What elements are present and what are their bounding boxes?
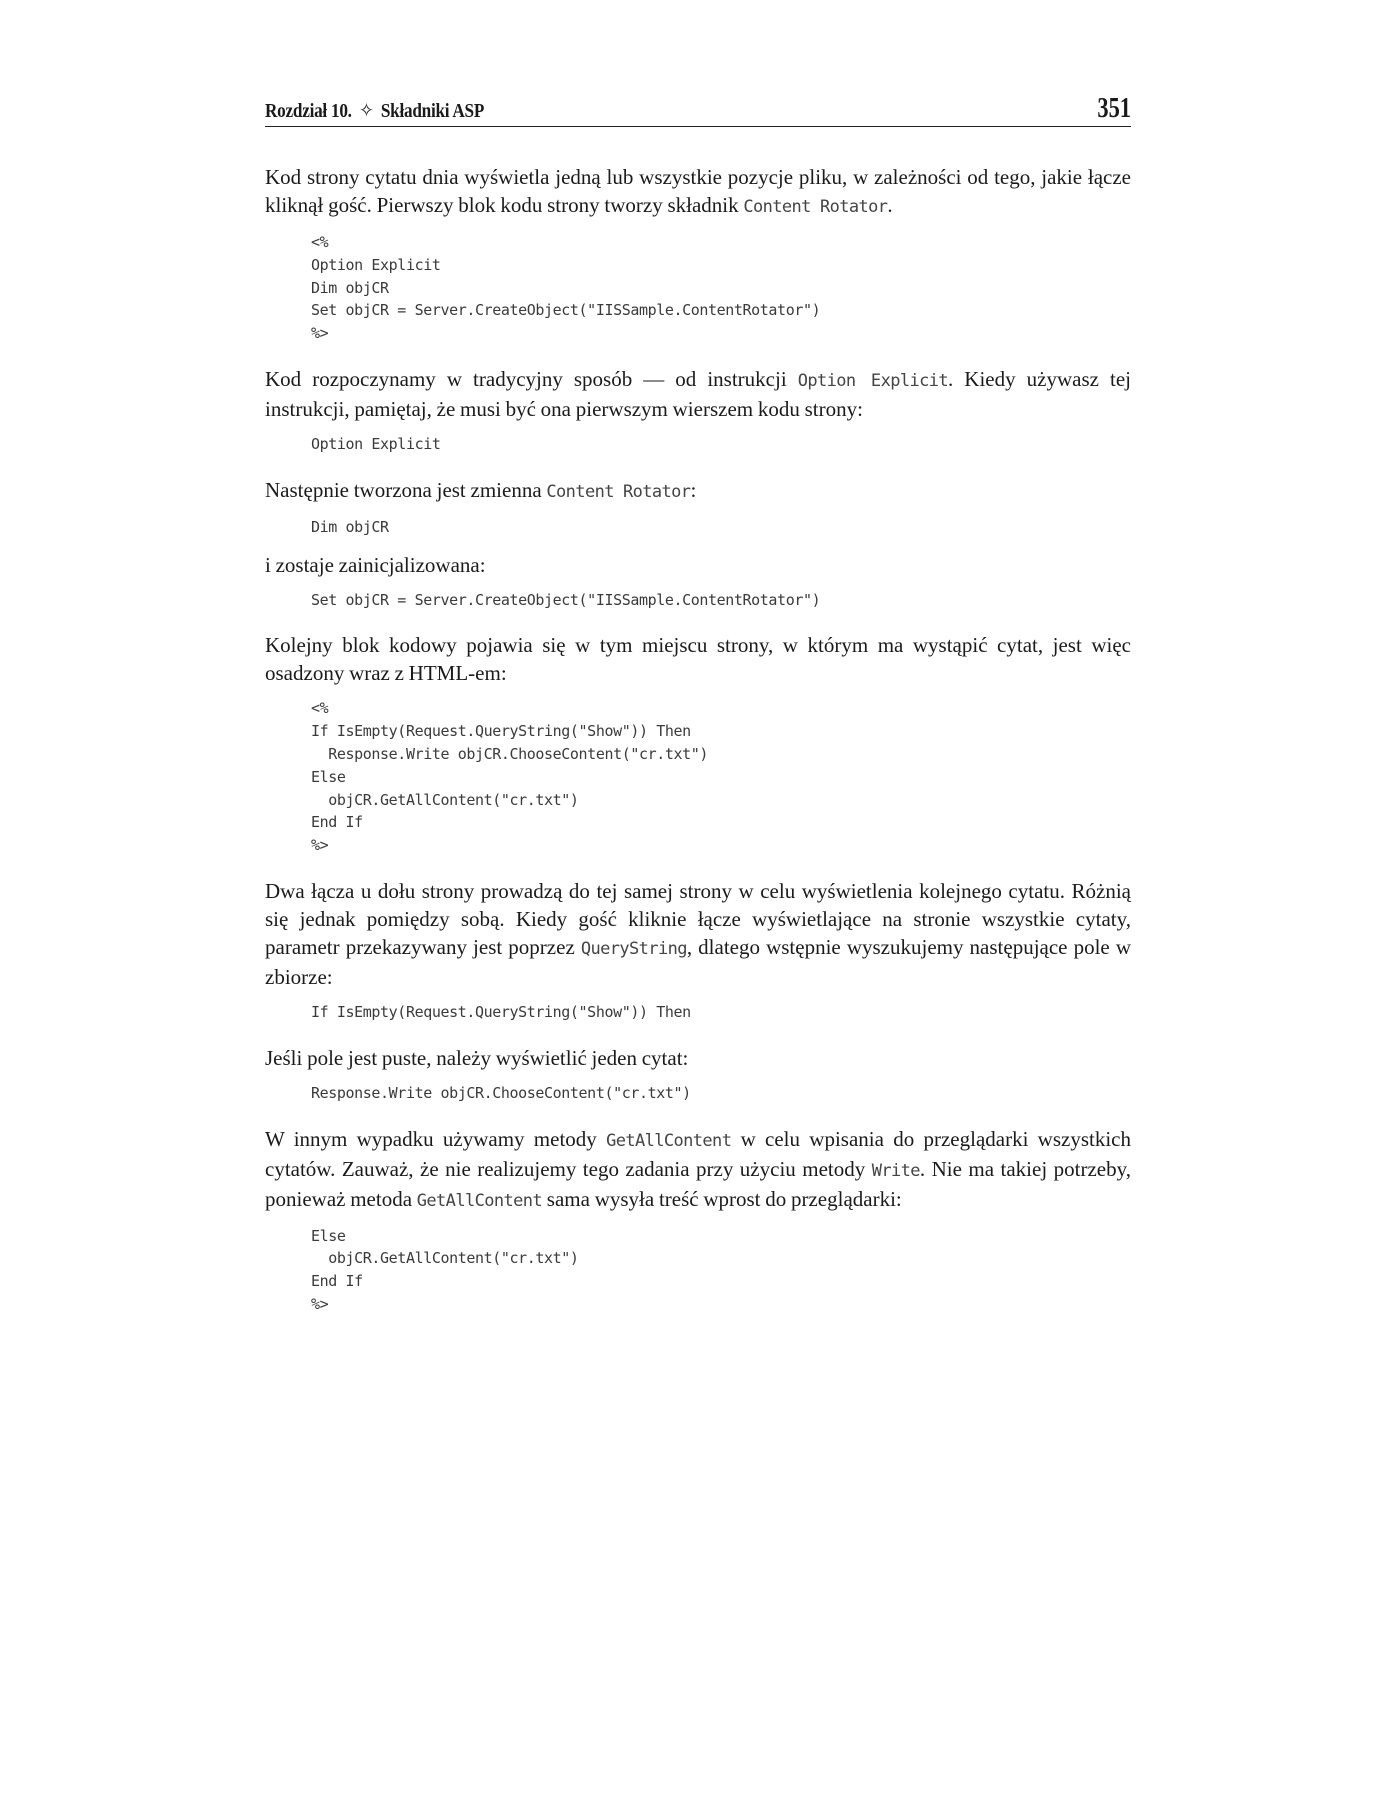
code-block-8: Else objCR.GetAllContent("cr.txt") End If %> <box>311 1226 579 1313</box>
separator-icon: ✧ <box>359 100 374 122</box>
code-block-1: <% Option Explicit Dim objCR Set objCR = Server.CreateObject("IISSample.ContentRotator") %> <box>311 233 821 343</box>
code-block-2: Option Explicit <box>311 434 441 453</box>
paragraph-2: Kod rozpoczynamy w tradycyjny sposób — od instrukcji Option Explicit. Kiedy używasz tej instrukcji, pamiętaj, że musi być ona pierwszym wierszem kodu strony: <box>265 366 1131 421</box>
inline-code: Content Rotator <box>743 197 888 217</box>
code-block-5: <% If IsEmpty(Request.QueryString("Show")) Then Response.Write objCR.ChooseContent("cr.txt") Else objCR.GetAllContent("cr.txt") End If %> <box>311 699 709 855</box>
inline-code: GetAllContent <box>416 1190 543 1211</box>
inline-code: Write <box>871 1160 920 1181</box>
code-block-3: Dim objCR <box>311 517 389 536</box>
paragraph-8: W innym wypadku używamy metody GetAllContent w celu wpisania do przeglądarki wszystkich cytatów. Zauważ, że nie realizujemy tego zadania przy użyciu metody Write. Nie ma takiej potrzeby, ponieważ metoda GetAllContent sama wysyła treść wprost do przeglądarki: <box>265 1126 1131 1211</box>
running-header <box>265 93 1131 127</box>
inline-code: QueryString <box>580 938 687 959</box>
paragraph-6: Dwa łącza u dołu strony prowadzą do tej samej strony w celu wyświetlenia kolejnego cytatu. Różnią się jednak pomiędzy sobą. Kiedy gość kliknie łącze wyświetlające na stronie wszystkie cytaty, parametr przekazywany jest poprzez QueryString, dlatego wstępnie wyszukujemy następujące pole w zbiorze: <box>265 878 1132 989</box>
paragraph-4: i zostaje zainicjalizowana: <box>265 552 486 577</box>
inline-code: Option Explicit <box>797 370 949 391</box>
code-block-4: Set objCR = Server.CreateObject("IISSample.ContentRotator") <box>311 590 821 609</box>
inline-code: GetAllContent <box>606 1130 732 1151</box>
inline-code: Content Rotator <box>546 481 691 502</box>
paragraph-7: Jeśli pole jest puste, należy wyświetlić jeden cytat: <box>265 1045 689 1070</box>
page-number: 351 <box>1097 93 1131 124</box>
chapter-title <box>265 98 484 123</box>
section-title: Składniki ASP <box>380 100 485 122</box>
chapter-number: Rozdział 10. <box>265 100 352 122</box>
code-block-6: If IsEmpty(Request.QueryString("Show")) Then <box>311 1002 691 1021</box>
paragraph-1: Kod strony cytatu dnia wyświetla jedną lub wszystkie pozycje pliku, w zależności od tego, jakie łącze kliknął gość. Pierwszy blok kodu strony tworzy składnik Content Rotator. <box>265 165 1131 217</box>
paragraph-3: Następnie tworzona jest zmienna Content Rotator: <box>265 477 697 502</box>
book-page <box>265 93 1131 1316</box>
code-block-7: Response.Write objCR.ChooseContent("cr.txt") <box>311 1083 691 1102</box>
paragraph-5: Kolejny blok kodowy pojawia się w tym miejscu strony, w którym ma wystąpić cytat, jest więc osadzony wraz z HTML-em: <box>265 633 1131 686</box>
